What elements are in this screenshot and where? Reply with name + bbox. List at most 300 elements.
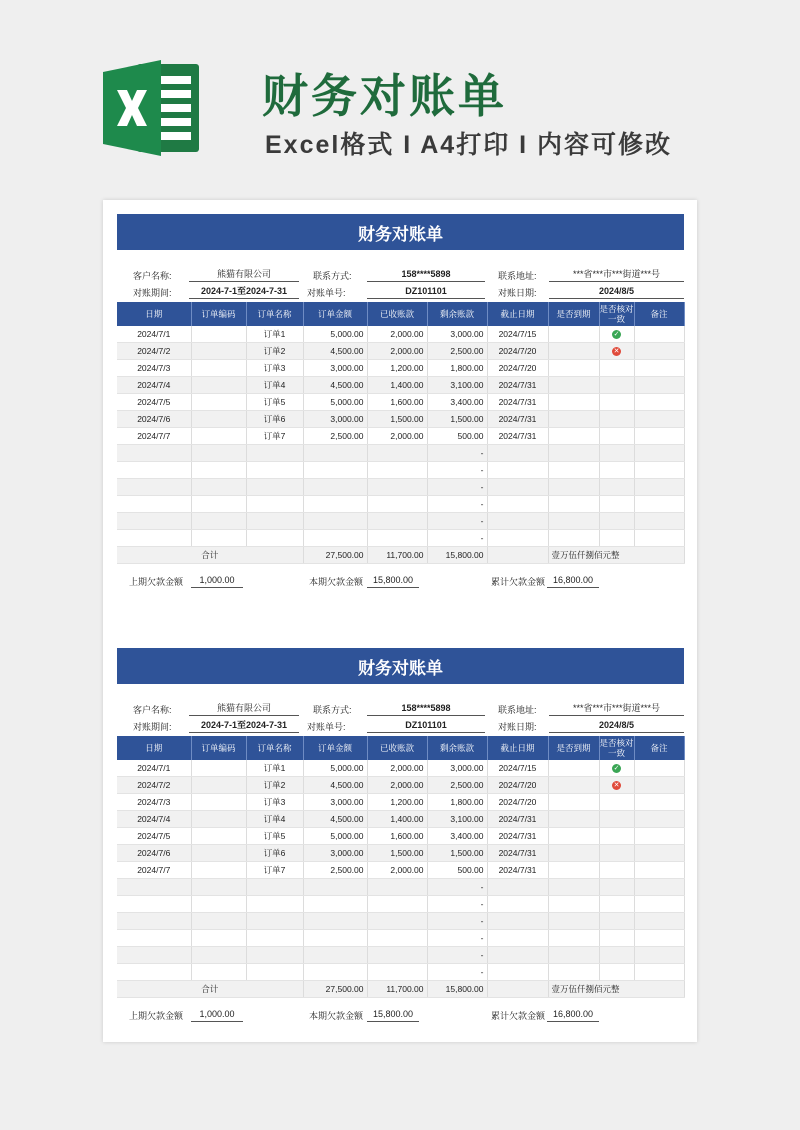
cell-check[interactable] (599, 394, 634, 411)
cell-received[interactable] (367, 530, 427, 547)
period-label: 对账期间: (133, 288, 172, 298)
cell-remaining[interactable]: - (427, 879, 487, 896)
statement-no-value[interactable]: DZ101101 (367, 284, 485, 299)
cell-date[interactable]: 2024/7/2 (117, 777, 191, 794)
customer-value[interactable]: 熊猫有限公司 (189, 701, 299, 716)
column-header-amount: 订单金额 (303, 736, 367, 760)
cell-check[interactable] (599, 496, 634, 513)
cell-check[interactable] (599, 479, 634, 496)
cell-date[interactable]: 2024/7/4 (117, 377, 191, 394)
cell-expired[interactable] (548, 913, 599, 930)
cell-received[interactable]: 2,000.00 (367, 777, 427, 794)
cell-expired[interactable] (548, 326, 599, 343)
cell-received[interactable] (367, 445, 427, 462)
cell-expired[interactable] (548, 794, 599, 811)
cell-received[interactable]: 1,500.00 (367, 845, 427, 862)
cell-note[interactable] (634, 862, 684, 879)
cell-date[interactable]: 2024/7/6 (117, 845, 191, 862)
total-in-words: 壹万伍仟捌佰元整 (548, 547, 684, 564)
cell-received[interactable]: 2,000.00 (367, 760, 427, 777)
cell-note[interactable] (634, 947, 684, 964)
cell-order-code[interactable] (191, 513, 246, 530)
cell-amount[interactable] (303, 913, 367, 930)
cell-note[interactable] (634, 794, 684, 811)
cell-order-code[interactable] (191, 896, 246, 913)
cell-check[interactable] (599, 930, 634, 947)
cell-order-name[interactable]: 订单3 (246, 360, 303, 377)
cell-received[interactable]: 1,600.00 (367, 394, 427, 411)
cell-due-date[interactable]: 2024/7/31 (487, 428, 548, 445)
cell-order-code[interactable] (191, 496, 246, 513)
cell-amount[interactable] (303, 530, 367, 547)
cell-received[interactable]: 1,400.00 (367, 811, 427, 828)
cell-order-code[interactable] (191, 530, 246, 547)
cell-order-name[interactable]: 订单5 (246, 828, 303, 845)
cell-amount[interactable]: 2,500.00 (303, 862, 367, 879)
cell-due-date[interactable]: 2024/7/20 (487, 777, 548, 794)
cell-note[interactable] (634, 462, 684, 479)
cell-order-code[interactable] (191, 445, 246, 462)
cell-expired[interactable] (548, 513, 599, 530)
cell-date[interactable] (117, 530, 191, 547)
cell-amount[interactable]: 5,000.00 (303, 394, 367, 411)
cell-order-name[interactable]: 订单6 (246, 411, 303, 428)
cell-date[interactable]: 2024/7/5 (117, 394, 191, 411)
cell-date[interactable] (117, 496, 191, 513)
cell-order-name[interactable] (246, 964, 303, 981)
cell-amount[interactable]: 3,000.00 (303, 411, 367, 428)
cell-received[interactable] (367, 479, 427, 496)
cell-received[interactable]: 2,000.00 (367, 862, 427, 879)
cell-due-date[interactable] (487, 513, 548, 530)
cell-due-date[interactable]: 2024/7/31 (487, 845, 548, 862)
cell-date[interactable] (117, 896, 191, 913)
cell-due-date[interactable]: 2024/7/31 (487, 411, 548, 428)
cell-note[interactable] (634, 394, 684, 411)
cell-note[interactable] (634, 777, 684, 794)
cell-remaining[interactable]: 3,000.00 (427, 326, 487, 343)
cell-order-code[interactable] (191, 964, 246, 981)
cumulative-debt-value[interactable]: 16,800.00 (547, 573, 599, 588)
cell-received[interactable]: 1,500.00 (367, 411, 427, 428)
cell-check[interactable] (599, 343, 634, 360)
cell-check[interactable] (599, 760, 634, 777)
cell-note[interactable] (634, 360, 684, 377)
cell-remaining[interactable]: 1,800.00 (427, 794, 487, 811)
cell-order-name[interactable] (246, 913, 303, 930)
cell-check[interactable] (599, 879, 634, 896)
table-row (117, 513, 684, 530)
cell-check[interactable] (599, 913, 634, 930)
period-value[interactable]: 2024-7-1至2024-7-31 (189, 718, 299, 733)
cell-note[interactable] (634, 845, 684, 862)
hero-subtitle: Excel格式 I A4打印 I 内容可修改 (265, 131, 673, 159)
cell-order-name[interactable] (246, 513, 303, 530)
cell-amount[interactable] (303, 964, 367, 981)
cell-order-code[interactable] (191, 479, 246, 496)
cell-received[interactable]: 1,600.00 (367, 828, 427, 845)
cell-due-date[interactable]: 2024/7/31 (487, 394, 548, 411)
cell-date[interactable] (117, 964, 191, 981)
cell-amount[interactable]: 4,500.00 (303, 377, 367, 394)
cell-remaining[interactable]: - (427, 513, 487, 530)
column-header-amount: 订单金额 (303, 302, 367, 326)
cell-due-date[interactable]: 2024/7/31 (487, 862, 548, 879)
cell-remaining[interactable]: 2,500.00 (427, 343, 487, 360)
cell-note[interactable] (634, 811, 684, 828)
cell-order-name[interactable] (246, 879, 303, 896)
cell-note[interactable] (634, 445, 684, 462)
cell-order-code[interactable] (191, 845, 246, 862)
cell-remaining[interactable]: - (427, 964, 487, 981)
cell-due-date[interactable]: 2024/7/15 (487, 326, 548, 343)
cell-amount[interactable] (303, 445, 367, 462)
cell-note[interactable] (634, 326, 684, 343)
statement-date-value[interactable]: 2024/8/5 (549, 284, 684, 299)
cell-check[interactable] (599, 530, 634, 547)
cell-date[interactable] (117, 913, 191, 930)
cell-expired[interactable] (548, 411, 599, 428)
period-value[interactable]: 2024-7-1至2024-7-31 (189, 284, 299, 299)
address-value[interactable]: ***省***市***街道***号 (549, 701, 684, 716)
cell-order-name[interactable]: 订单7 (246, 862, 303, 879)
table-row (117, 964, 684, 981)
cell-check[interactable] (599, 326, 634, 343)
cell-check[interactable] (599, 513, 634, 530)
cell-remaining[interactable]: 3,100.00 (427, 377, 487, 394)
cell-order-code[interactable] (191, 794, 246, 811)
cell-date[interactable]: 2024/7/6 (117, 411, 191, 428)
cell-check[interactable] (599, 360, 634, 377)
cell-expired[interactable] (548, 811, 599, 828)
cell-remaining[interactable]: 500.00 (427, 862, 487, 879)
cell-received[interactable] (367, 896, 427, 913)
cell-remaining[interactable]: - (427, 479, 487, 496)
cell-note[interactable] (634, 879, 684, 896)
statement-sheet (117, 214, 684, 594)
cell-received[interactable] (367, 513, 427, 530)
cell-expired[interactable] (548, 930, 599, 947)
cell-check[interactable] (599, 828, 634, 845)
column-header-remaining: 剩余账款 (427, 736, 487, 760)
contact-value[interactable]: 158****5898 (367, 267, 485, 282)
total-empty (487, 547, 548, 564)
cell-date[interactable]: 2024/7/1 (117, 760, 191, 777)
cell-check[interactable] (599, 377, 634, 394)
cell-check[interactable] (599, 862, 634, 879)
cell-date[interactable] (117, 930, 191, 947)
cumulative-debt-value[interactable]: 16,800.00 (547, 1007, 599, 1022)
cell-remaining[interactable]: 3,000.00 (427, 760, 487, 777)
cell-note[interactable] (634, 343, 684, 360)
cell-expired[interactable] (548, 828, 599, 845)
cell-order-code[interactable] (191, 913, 246, 930)
table-row (117, 828, 684, 845)
cell-received[interactable] (367, 913, 427, 930)
cell-amount[interactable] (303, 896, 367, 913)
statement-no-value[interactable]: DZ101101 (367, 718, 485, 733)
cell-order-name[interactable]: 订单1 (246, 760, 303, 777)
cell-note[interactable] (634, 513, 684, 530)
cell-note[interactable] (634, 377, 684, 394)
cell-expired[interactable] (548, 947, 599, 964)
cell-note[interactable] (634, 930, 684, 947)
current-debt-value[interactable]: 15,800.00 (367, 1007, 419, 1022)
cell-expired[interactable] (548, 496, 599, 513)
cell-date[interactable] (117, 445, 191, 462)
cell-note[interactable] (634, 896, 684, 913)
cell-due-date[interactable] (487, 462, 548, 479)
cumulative-debt-label: 累计欠款金额 (491, 1011, 546, 1021)
cell-order-name[interactable] (246, 462, 303, 479)
cell-remaining[interactable]: - (427, 896, 487, 913)
cell-note[interactable] (634, 479, 684, 496)
cell-expired[interactable] (548, 879, 599, 896)
cell-date[interactable] (117, 879, 191, 896)
cell-note[interactable] (634, 828, 684, 845)
cell-remaining[interactable]: 1,800.00 (427, 360, 487, 377)
cell-order-name[interactable]: 订单4 (246, 811, 303, 828)
cell-due-date[interactable] (487, 879, 548, 896)
cell-date[interactable]: 2024/7/3 (117, 794, 191, 811)
cell-order-code[interactable] (191, 462, 246, 479)
cell-date[interactable]: 2024/7/7 (117, 862, 191, 879)
cell-expired[interactable] (548, 896, 599, 913)
table-row (117, 811, 684, 828)
cell-check[interactable] (599, 794, 634, 811)
address-value[interactable]: ***省***市***街道***号 (549, 267, 684, 282)
cell-expired[interactable] (548, 964, 599, 981)
cell-due-date[interactable] (487, 496, 548, 513)
cell-order-code[interactable] (191, 811, 246, 828)
cell-date[interactable] (117, 462, 191, 479)
cell-order-code[interactable] (191, 862, 246, 879)
cell-due-date[interactable]: 2024/7/20 (487, 794, 548, 811)
cell-order-name[interactable] (246, 947, 303, 964)
cell-remaining[interactable]: 3,400.00 (427, 394, 487, 411)
table-row (117, 394, 684, 411)
cell-remaining[interactable]: 2,500.00 (427, 777, 487, 794)
cell-date[interactable] (117, 947, 191, 964)
cell-received[interactable]: 2,000.00 (367, 428, 427, 445)
table-row (117, 777, 684, 794)
cell-expired[interactable] (548, 377, 599, 394)
cell-remaining[interactable]: 500.00 (427, 428, 487, 445)
cell-due-date[interactable] (487, 530, 548, 547)
cell-note[interactable] (634, 411, 684, 428)
cell-received[interactable]: 1,200.00 (367, 360, 427, 377)
cell-order-code[interactable] (191, 828, 246, 845)
cell-amount[interactable] (303, 879, 367, 896)
cell-expired[interactable] (548, 479, 599, 496)
cell-note[interactable] (634, 760, 684, 777)
cell-order-name[interactable]: 订单2 (246, 343, 303, 360)
cell-order-name[interactable]: 订单3 (246, 794, 303, 811)
cell-due-date[interactable]: 2024/7/31 (487, 828, 548, 845)
cell-date[interactable]: 2024/7/2 (117, 343, 191, 360)
cell-amount[interactable]: 3,000.00 (303, 360, 367, 377)
cell-order-code[interactable] (191, 428, 246, 445)
cell-due-date[interactable] (487, 947, 548, 964)
cell-received[interactable] (367, 879, 427, 896)
cell-order-name[interactable] (246, 479, 303, 496)
cell-remaining[interactable]: - (427, 947, 487, 964)
cell-check[interactable] (599, 947, 634, 964)
cell-amount[interactable] (303, 513, 367, 530)
cell-date[interactable]: 2024/7/5 (117, 828, 191, 845)
cell-amount[interactable]: 4,500.00 (303, 777, 367, 794)
cell-received[interactable] (367, 947, 427, 964)
cell-order-name[interactable]: 订单7 (246, 428, 303, 445)
cell-amount[interactable] (303, 462, 367, 479)
cell-due-date[interactable] (487, 913, 548, 930)
cell-date[interactable]: 2024/7/7 (117, 428, 191, 445)
cell-amount[interactable]: 2,500.00 (303, 428, 367, 445)
cell-check[interactable] (599, 428, 634, 445)
cell-check[interactable] (599, 462, 634, 479)
cell-remaining[interactable]: - (427, 496, 487, 513)
prev-debt-value[interactable]: 1,000.00 (191, 1007, 243, 1022)
customer-value[interactable]: 熊猫有限公司 (189, 267, 299, 282)
cell-received[interactable] (367, 496, 427, 513)
cell-received[interactable] (367, 462, 427, 479)
cell-due-date[interactable]: 2024/7/31 (487, 377, 548, 394)
cell-amount[interactable]: 5,000.00 (303, 760, 367, 777)
cell-due-date[interactable] (487, 445, 548, 462)
cell-order-code[interactable] (191, 947, 246, 964)
cell-note[interactable] (634, 530, 684, 547)
cell-amount[interactable] (303, 496, 367, 513)
cell-amount[interactable]: 4,500.00 (303, 811, 367, 828)
cell-remaining[interactable]: - (427, 530, 487, 547)
cell-amount[interactable]: 5,000.00 (303, 326, 367, 343)
cell-due-date[interactable] (487, 964, 548, 981)
current-debt-value[interactable]: 15,800.00 (367, 573, 419, 588)
cell-date[interactable]: 2024/7/1 (117, 326, 191, 343)
cell-check[interactable] (599, 445, 634, 462)
cell-received[interactable]: 1,200.00 (367, 794, 427, 811)
cell-remaining[interactable]: - (427, 930, 487, 947)
cell-remaining[interactable]: - (427, 462, 487, 479)
cell-order-name[interactable] (246, 930, 303, 947)
cell-expired[interactable] (548, 343, 599, 360)
cell-order-code[interactable] (191, 777, 246, 794)
cell-note[interactable] (634, 496, 684, 513)
cell-due-date[interactable] (487, 479, 548, 496)
column-header-note: 备注 (634, 736, 684, 760)
cell-order-code[interactable] (191, 360, 246, 377)
cell-expired[interactable] (548, 428, 599, 445)
cell-order-code[interactable] (191, 879, 246, 896)
cell-received[interactable]: 2,000.00 (367, 326, 427, 343)
cell-expired[interactable] (548, 394, 599, 411)
cell-due-date[interactable] (487, 896, 548, 913)
cell-amount[interactable] (303, 947, 367, 964)
cell-remaining[interactable]: - (427, 913, 487, 930)
cell-order-code[interactable] (191, 377, 246, 394)
cell-expired[interactable] (548, 760, 599, 777)
cell-date[interactable] (117, 479, 191, 496)
cell-note[interactable] (634, 913, 684, 930)
cell-expired[interactable] (548, 777, 599, 794)
cell-due-date[interactable]: 2024/7/20 (487, 360, 548, 377)
cell-order-name[interactable]: 订单1 (246, 326, 303, 343)
cell-order-code[interactable] (191, 411, 246, 428)
cell-check[interactable] (599, 845, 634, 862)
cell-check[interactable] (599, 777, 634, 794)
cell-amount[interactable]: 3,000.00 (303, 794, 367, 811)
cell-order-code[interactable] (191, 930, 246, 947)
cell-expired[interactable] (548, 530, 599, 547)
cell-amount[interactable]: 5,000.00 (303, 828, 367, 845)
cell-check[interactable] (599, 896, 634, 913)
cell-amount[interactable]: 3,000.00 (303, 845, 367, 862)
cell-due-date[interactable]: 2024/7/31 (487, 811, 548, 828)
cell-expired[interactable] (548, 862, 599, 879)
cell-check[interactable] (599, 811, 634, 828)
cell-date[interactable]: 2024/7/4 (117, 811, 191, 828)
cell-check[interactable] (599, 964, 634, 981)
table-row (117, 896, 684, 913)
cell-order-name[interactable]: 订单6 (246, 845, 303, 862)
cell-amount[interactable]: 4,500.00 (303, 343, 367, 360)
prev-debt-value[interactable]: 1,000.00 (191, 573, 243, 588)
cell-order-name[interactable] (246, 445, 303, 462)
cell-expired[interactable] (548, 845, 599, 862)
table-row (117, 930, 684, 947)
cell-order-name[interactable]: 订单2 (246, 777, 303, 794)
summary-block (117, 998, 684, 1028)
cell-amount[interactable] (303, 479, 367, 496)
cell-expired[interactable] (548, 462, 599, 479)
statement-date-value[interactable]: 2024/8/5 (549, 718, 684, 733)
total-amount: 27,500.00 (303, 981, 367, 998)
table-row (117, 845, 684, 862)
cell-remaining[interactable]: 1,500.00 (427, 845, 487, 862)
cell-remaining[interactable]: - (427, 445, 487, 462)
cell-remaining[interactable]: 3,100.00 (427, 811, 487, 828)
cell-order-code[interactable] (191, 343, 246, 360)
cell-date[interactable]: 2024/7/3 (117, 360, 191, 377)
cell-due-date[interactable]: 2024/7/20 (487, 343, 548, 360)
cell-received[interactable] (367, 964, 427, 981)
cell-received[interactable]: 1,400.00 (367, 377, 427, 394)
cell-order-name[interactable]: 订单5 (246, 394, 303, 411)
cell-date[interactable] (117, 513, 191, 530)
cell-check[interactable] (599, 411, 634, 428)
cell-order-name[interactable] (246, 530, 303, 547)
cell-received[interactable]: 2,000.00 (367, 343, 427, 360)
cell-note[interactable] (634, 964, 684, 981)
cell-expired[interactable] (548, 445, 599, 462)
cell-order-name[interactable] (246, 496, 303, 513)
cell-due-date[interactable]: 2024/7/15 (487, 760, 548, 777)
cell-received[interactable] (367, 930, 427, 947)
contact-value[interactable]: 158****5898 (367, 701, 485, 716)
cell-due-date[interactable] (487, 930, 548, 947)
cell-order-code[interactable] (191, 760, 246, 777)
table-row (117, 530, 684, 547)
cell-note[interactable] (634, 428, 684, 445)
cell-order-code[interactable] (191, 326, 246, 343)
cell-remaining[interactable]: 1,500.00 (427, 411, 487, 428)
cell-order-code[interactable] (191, 394, 246, 411)
cell-order-name[interactable] (246, 896, 303, 913)
cell-amount[interactable] (303, 930, 367, 947)
cell-order-name[interactable]: 订单4 (246, 377, 303, 394)
cell-expired[interactable] (548, 360, 599, 377)
cell-remaining[interactable]: 3,400.00 (427, 828, 487, 845)
